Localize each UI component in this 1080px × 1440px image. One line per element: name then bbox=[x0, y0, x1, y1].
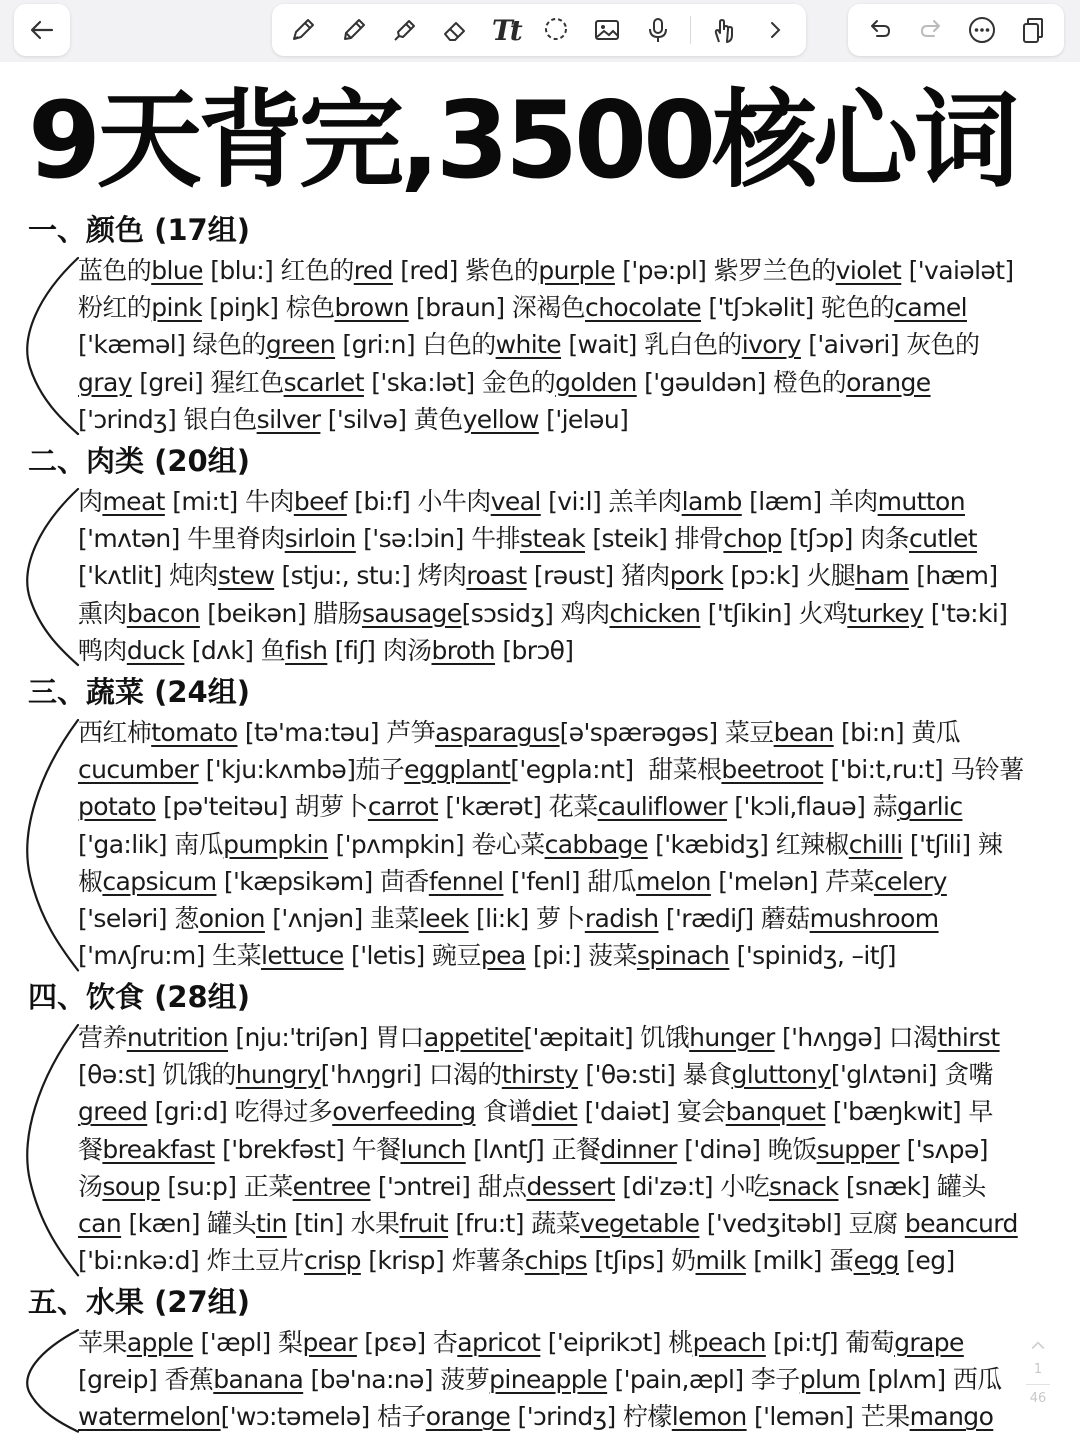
translation-text: 椒 bbox=[78, 866, 103, 896]
english-word: pink bbox=[151, 293, 202, 323]
english-word: snack bbox=[769, 1171, 839, 1201]
english-word: vegetable bbox=[580, 1209, 700, 1239]
english-word: milk bbox=[695, 1246, 746, 1276]
english-word: pea bbox=[480, 941, 526, 971]
translation-text: ['tʃɔkəlit] 驼色的 bbox=[701, 293, 895, 323]
english-word: onion bbox=[198, 904, 265, 934]
vocab-line bbox=[78, 1168, 1063, 1205]
vocab-line bbox=[78, 1093, 1063, 1130]
translation-text: ['bi:t,ru:t] 马铃薯 bbox=[823, 755, 1024, 785]
english-word: cutlet bbox=[909, 524, 977, 554]
translation-text: [pɛə] 杏 bbox=[356, 1328, 458, 1357]
english-word: beef bbox=[293, 487, 347, 516]
translation-text: ['mʌtən] 牛里脊肉 bbox=[78, 524, 285, 554]
text-tool[interactable] bbox=[488, 12, 524, 48]
english-word: mutton bbox=[877, 487, 965, 516]
translation-text: ['tə:ki] bbox=[923, 598, 1008, 628]
english-word: celery bbox=[873, 866, 947, 896]
section-body bbox=[78, 714, 1063, 974]
english-word: beetroot bbox=[721, 755, 824, 785]
lasso-icon bbox=[541, 15, 571, 45]
microphone-tool[interactable] bbox=[640, 12, 676, 48]
vocab-line bbox=[78, 557, 1063, 594]
translation-text: ['melən] 芹菜 bbox=[710, 866, 874, 896]
translation-text: [krisp] 炸薯条 bbox=[360, 1246, 525, 1276]
section-header: 五、水果 (27组) bbox=[28, 1285, 250, 1319]
eraser-icon bbox=[440, 15, 470, 45]
section-header: 三、蔬菜 (24组) bbox=[28, 675, 250, 709]
translation-text: 汤 bbox=[78, 1171, 103, 1201]
translation-text: ['æpitait] 饥饿 bbox=[523, 1023, 690, 1052]
pen-icon bbox=[288, 15, 318, 45]
vocab-line bbox=[78, 401, 1063, 438]
english-word: carrot bbox=[367, 792, 439, 822]
translation-text: ['ɔrindʒ] 银白色 bbox=[78, 404, 257, 434]
translation-text: ['pə:pl] 紫罗兰色的 bbox=[614, 256, 836, 285]
english-word: sirloin bbox=[284, 524, 356, 554]
text-icon: Tt bbox=[491, 13, 520, 47]
translation-text: [læm] 羊肉 bbox=[741, 487, 878, 516]
translation-text: ['dinə] 晚饭 bbox=[676, 1134, 817, 1164]
english-word: ivory bbox=[741, 330, 801, 360]
translation-text: [tin] 水果 bbox=[286, 1209, 400, 1239]
vocab-line bbox=[78, 714, 1063, 751]
translation-text: [brɔθ] bbox=[495, 635, 574, 665]
image-icon bbox=[592, 15, 622, 45]
translation-text: ['ga:lik] 南瓜 bbox=[78, 829, 224, 859]
translation-text: [blu:] 红色的 bbox=[202, 256, 354, 285]
english-word: cauliflower bbox=[597, 792, 727, 822]
english-word: roast bbox=[466, 561, 527, 591]
translation-text: ['kæbidʒ] 红辣椒 bbox=[647, 829, 849, 859]
chevron-up-icon bbox=[1026, 1336, 1050, 1360]
vocab-line bbox=[78, 1398, 1063, 1435]
translation-text: ['wɔ:təmelə] 桔子 bbox=[220, 1402, 426, 1432]
section-body bbox=[78, 1324, 1063, 1436]
english-word: appetite bbox=[423, 1023, 524, 1052]
translation-text: ['fenl] 甜瓜 bbox=[503, 866, 637, 896]
page-indicator[interactable] bbox=[1026, 1336, 1050, 1409]
translation-text: ['seləri] 葱 bbox=[78, 904, 199, 934]
translation-text: ['vedʒitəbl] 豆腐 bbox=[699, 1209, 905, 1239]
translation-text: [li:k] 萝卜 bbox=[468, 904, 585, 934]
section-body bbox=[78, 483, 1063, 669]
english-word: hungry bbox=[235, 1060, 321, 1090]
translation-text: ['kɔli,flauə] 蒜 bbox=[726, 792, 897, 822]
total-page-count: 46 bbox=[1029, 1391, 1047, 1406]
translation-text: [wait] 乳白色的 bbox=[561, 330, 742, 360]
english-word: grape bbox=[894, 1328, 964, 1357]
back-arrow-icon bbox=[24, 12, 60, 48]
page-title: 9天背完,3500核心词 bbox=[28, 79, 1016, 202]
english-word: chilli bbox=[848, 829, 903, 859]
translation-text: ['gəuldən] 橙色的 bbox=[636, 367, 847, 397]
microphone-icon bbox=[643, 15, 673, 45]
curly-brace-decoration bbox=[20, 718, 80, 972]
english-word: chop bbox=[723, 524, 782, 554]
translation-text: 营养 bbox=[78, 1023, 127, 1052]
vocab-line bbox=[78, 252, 1063, 289]
english-word: dinner bbox=[600, 1134, 677, 1164]
translation-text: [vi:l] 羔羊肉 bbox=[540, 487, 682, 516]
translation-text: ['bi:nkə:d] 炸土豆片 bbox=[78, 1246, 304, 1276]
pages-button[interactable] bbox=[1015, 12, 1051, 48]
english-word: bacon bbox=[126, 598, 200, 628]
english-word: pork bbox=[669, 561, 724, 591]
translation-text: ['pʌmpkin] 卷心菜 bbox=[328, 829, 545, 859]
vocab-line bbox=[78, 483, 1063, 520]
english-word: melon bbox=[636, 866, 711, 896]
translation-text: ['brekfəst] 午餐 bbox=[214, 1134, 401, 1164]
english-word: chicken bbox=[609, 598, 701, 628]
section-header: 四、饮食 (28组) bbox=[28, 980, 250, 1014]
translation-text: [tə'ma:təu] 芦笋 bbox=[237, 718, 436, 747]
section-body bbox=[78, 1019, 1063, 1279]
translation-text: [snæk] 罐头 bbox=[838, 1171, 986, 1201]
translation-text: ['egpla:nt] 甜菜根 bbox=[510, 755, 722, 785]
english-word: fruit bbox=[399, 1209, 449, 1239]
translation-text: 餐 bbox=[78, 1134, 103, 1164]
translation-text: [pɔ:k] 火腿 bbox=[723, 561, 856, 591]
translation-text: [fiʃ] 肉汤 bbox=[327, 635, 432, 665]
translation-text: [sɔsidʒ] 鸡肉 bbox=[461, 598, 610, 628]
english-word: watermelon bbox=[78, 1402, 221, 1432]
english-word: pineapple bbox=[489, 1365, 608, 1395]
translation-text: [bə'na:nə] 菠萝 bbox=[303, 1365, 490, 1395]
vocab-line bbox=[78, 289, 1063, 326]
english-word: orange bbox=[425, 1402, 511, 1432]
eraser-tool[interactable] bbox=[437, 12, 473, 48]
image-tool[interactable] bbox=[589, 12, 625, 48]
translation-text: [red] 紫色的 bbox=[392, 256, 539, 285]
english-word: camel bbox=[894, 293, 967, 323]
english-word: tomato bbox=[151, 718, 238, 747]
vocab-line bbox=[78, 1205, 1063, 1242]
english-word: bean bbox=[773, 718, 834, 747]
translation-text: [tʃips] 奶 bbox=[587, 1246, 696, 1276]
english-word: hunger bbox=[689, 1023, 775, 1052]
translation-text: [plʌm] 西瓜 bbox=[860, 1365, 1002, 1395]
translation-text: [piŋk] 棕色 bbox=[201, 293, 335, 323]
page-divider bbox=[1026, 1384, 1050, 1385]
english-word: crisp bbox=[303, 1246, 361, 1276]
english-word: thirst bbox=[937, 1023, 1000, 1052]
translation-text: ['ʌnjən] 韭菜 bbox=[264, 904, 419, 934]
translation-text: [θə:st] 饥饿的 bbox=[78, 1060, 236, 1090]
vocab-line bbox=[78, 364, 1063, 401]
translation-text: [gri:d] 吃得过多 bbox=[147, 1097, 333, 1127]
section-body bbox=[78, 252, 1063, 438]
vocab-line bbox=[78, 1361, 1063, 1398]
english-word: lamb bbox=[681, 487, 742, 516]
english-word: thirsty bbox=[501, 1060, 579, 1090]
translation-text: ['sʌpə] bbox=[899, 1134, 988, 1164]
vocab-line bbox=[78, 751, 1063, 788]
english-word: cucumber bbox=[78, 755, 199, 785]
english-word: scarlet bbox=[283, 367, 364, 397]
english-word: lettuce bbox=[260, 941, 344, 971]
translation-text: [braun] 深褐色 bbox=[408, 293, 586, 323]
translation-text: ['vaiələt] bbox=[901, 256, 1014, 285]
translation-text: [ə'spærəgəs] 菜豆 bbox=[559, 718, 774, 747]
translation-text: ['lemən] 芒果 bbox=[746, 1402, 910, 1432]
translation-text: ['pain,æpl] 李子 bbox=[607, 1365, 800, 1395]
translation-text: ['hʌŋgri] 口渴的 bbox=[320, 1060, 502, 1090]
vocab-line bbox=[78, 326, 1063, 363]
section-header: 一、颜色 (17组) bbox=[28, 213, 250, 247]
english-word: green bbox=[265, 330, 336, 360]
translation-text: [nju:'triʃən] 胃口 bbox=[228, 1023, 424, 1052]
english-word: greed bbox=[78, 1097, 148, 1127]
english-word: red bbox=[353, 256, 393, 285]
curly-brace-decoration bbox=[20, 487, 80, 667]
redo-icon bbox=[916, 15, 946, 45]
translation-text: [steik] 排骨 bbox=[584, 524, 724, 554]
translation-text: ['letis] 豌豆 bbox=[343, 941, 481, 971]
vocab-line bbox=[78, 826, 1063, 863]
english-word: potato bbox=[78, 792, 156, 822]
translation-text: ['rædiʃ] 蘑菇 bbox=[658, 904, 810, 934]
translation-text: [lʌntʃ] 正餐 bbox=[465, 1134, 601, 1164]
vocab-line bbox=[78, 1324, 1063, 1361]
english-word: apple bbox=[126, 1328, 194, 1357]
translation-text: ['kʌtlit] 炖肉 bbox=[78, 561, 218, 591]
english-word: yellow bbox=[462, 404, 539, 434]
translation-text: ['kæməl] 绿色的 bbox=[78, 330, 266, 360]
fountain-pen-tool[interactable] bbox=[285, 12, 321, 48]
english-word: steak bbox=[519, 524, 585, 554]
translation-text: ['tʃikin] 火鸡 bbox=[700, 598, 848, 628]
translation-text: ['kærət] 花菜 bbox=[438, 792, 598, 822]
english-word: blue bbox=[151, 256, 203, 285]
translation-text: ['ɔntrei] 甜点 bbox=[370, 1171, 527, 1201]
section-header: 二、肉类 (20组) bbox=[28, 444, 250, 478]
translation-text: 熏肉 bbox=[78, 598, 127, 628]
english-word: breakfast bbox=[102, 1134, 215, 1164]
curly-brace-decoration bbox=[20, 1328, 80, 1434]
hand-icon bbox=[709, 15, 739, 45]
translation-text: 西红柿 bbox=[78, 718, 152, 747]
translation-text: [grei] 猩红色 bbox=[131, 367, 284, 397]
curly-brace-decoration bbox=[20, 1023, 80, 1277]
translation-text: ['kju:kʌmbə]茄子 bbox=[198, 755, 405, 785]
translation-text: 食谱 bbox=[475, 1097, 532, 1127]
translation-text: [greip] 香蕉 bbox=[78, 1365, 214, 1395]
english-word: mango bbox=[909, 1402, 994, 1432]
english-word: dessert bbox=[526, 1171, 616, 1201]
english-word: ham bbox=[855, 561, 909, 591]
pencil-tool[interactable] bbox=[336, 12, 372, 48]
translation-text: ['sə:lɔin] 牛排 bbox=[355, 524, 520, 554]
translation-text: [hæm] bbox=[908, 561, 998, 591]
vocab-line bbox=[78, 937, 1063, 974]
english-word: spinach bbox=[636, 941, 730, 971]
english-word: brown bbox=[334, 293, 409, 323]
english-word: stew bbox=[217, 561, 275, 591]
copy-pages-icon bbox=[1018, 15, 1048, 45]
vocab-line bbox=[78, 1056, 1063, 1093]
translation-text: [pi:tʃ] 葡萄 bbox=[765, 1328, 895, 1357]
english-word: radish bbox=[584, 904, 659, 934]
more-options-button[interactable] bbox=[964, 12, 1000, 48]
english-word: fish bbox=[285, 635, 328, 665]
vocab-line bbox=[78, 863, 1063, 900]
translation-text: ['kæpsikəm] 茴香 bbox=[216, 866, 429, 896]
vocab-line bbox=[78, 632, 1063, 669]
english-word: duck bbox=[126, 635, 185, 665]
translation-text: 苹果 bbox=[78, 1328, 127, 1357]
toolbar-divider bbox=[690, 16, 691, 44]
english-word: broth bbox=[431, 635, 496, 665]
translation-text: ['bæŋkwit] 早 bbox=[825, 1097, 993, 1127]
translation-text: ['mʌʃru:m] 生菜 bbox=[78, 941, 261, 971]
translation-text: [milk] 蛋 bbox=[745, 1246, 854, 1276]
english-word: violet bbox=[835, 256, 902, 285]
translation-text: ['silvə] 黄色 bbox=[320, 404, 463, 434]
translation-text: [mi:t] 牛肉 bbox=[164, 487, 294, 516]
ellipsis-icon bbox=[967, 15, 997, 45]
redo-button[interactable] bbox=[913, 12, 949, 48]
english-word: apricot bbox=[457, 1328, 541, 1357]
english-word: capsicum bbox=[102, 866, 217, 896]
translation-text: ['æpl] 梨 bbox=[193, 1328, 303, 1357]
translation-text: ['θə:sti] 暴食 bbox=[578, 1060, 732, 1090]
translation-text: ['jeləu] bbox=[538, 404, 629, 434]
english-word: purple bbox=[538, 256, 615, 285]
translation-text: ['glʌtəni] 贪嘴 bbox=[830, 1060, 993, 1090]
english-word: sausage bbox=[362, 598, 462, 628]
english-word: nutrition bbox=[126, 1023, 229, 1052]
translation-text: [pə'teitəu] 胡萝卜 bbox=[155, 792, 368, 822]
translation-text: ['ɔrindʒ] 柠檬 bbox=[510, 1402, 672, 1432]
translation-text: [gri:n] 白色的 bbox=[335, 330, 496, 360]
english-word: diet bbox=[531, 1097, 578, 1127]
translation-text: [beikən] 腊肠 bbox=[199, 598, 362, 628]
pencil-icon bbox=[339, 15, 369, 45]
vocab-line bbox=[78, 520, 1063, 557]
more-tools-button[interactable] bbox=[757, 12, 793, 48]
highlighter-tool[interactable] bbox=[387, 12, 423, 48]
english-word: supper bbox=[816, 1134, 900, 1164]
highlighter-icon bbox=[390, 15, 420, 45]
translation-text: [rəust] 猪肉 bbox=[526, 561, 670, 591]
toolbar bbox=[0, 0, 1080, 62]
english-word: egg bbox=[853, 1246, 899, 1276]
english-word: golden bbox=[555, 367, 637, 397]
current-page-number: 1 bbox=[1033, 1362, 1043, 1377]
translation-text: [su:p] 正菜 bbox=[160, 1171, 293, 1201]
english-word: plum bbox=[799, 1365, 861, 1395]
translation-text: [tʃɔp] 肉条 bbox=[781, 524, 909, 554]
translation-text: ['aivəri] 灰色的 bbox=[800, 330, 980, 360]
vocab-line bbox=[78, 900, 1063, 937]
english-word: entree bbox=[292, 1171, 371, 1201]
translation-text: [kæn] 罐头 bbox=[121, 1209, 256, 1239]
undo-icon bbox=[865, 15, 895, 45]
english-word: chocolate bbox=[585, 293, 702, 323]
english-word: banana bbox=[213, 1365, 304, 1395]
english-word: lunch bbox=[400, 1134, 466, 1164]
english-word: cabbage bbox=[544, 829, 648, 859]
english-word: white bbox=[495, 330, 562, 360]
vocab-line bbox=[78, 1242, 1063, 1279]
english-word: peach bbox=[692, 1328, 766, 1357]
english-word: pear bbox=[302, 1328, 357, 1357]
translation-text: [bi:n] 黄瓜 bbox=[833, 718, 961, 747]
english-word: mushroom bbox=[809, 904, 939, 934]
english-word: asparagus bbox=[435, 718, 560, 747]
english-word: gray bbox=[78, 367, 132, 397]
tool-palette bbox=[272, 4, 806, 56]
translation-text: ['spinidʒ, –itʃ] bbox=[729, 941, 896, 971]
english-word: turkey bbox=[847, 598, 924, 628]
lasso-tool[interactable] bbox=[538, 12, 574, 48]
translation-text: 肉 bbox=[78, 487, 103, 516]
english-word: tin bbox=[256, 1209, 287, 1239]
translation-text: [eg] bbox=[898, 1246, 955, 1276]
translation-text: ['ska:lət] 金色的 bbox=[363, 367, 556, 397]
english-word: eggplant bbox=[404, 755, 511, 785]
english-word: leek bbox=[418, 904, 469, 934]
back-button[interactable] bbox=[14, 4, 70, 56]
translation-text: ['hʌŋgə] 口渴 bbox=[774, 1023, 938, 1052]
vocab-line bbox=[78, 788, 1063, 825]
english-word: chips bbox=[524, 1246, 588, 1276]
english-word: lemon bbox=[671, 1402, 747, 1432]
translation-text: [pi:] 菠菜 bbox=[525, 941, 637, 971]
curly-brace-decoration bbox=[20, 256, 80, 436]
translation-text: ['daiət] 宴会 bbox=[577, 1097, 726, 1127]
english-word: silver bbox=[256, 404, 321, 434]
chevron-right-icon bbox=[760, 15, 790, 45]
english-word: gluttony bbox=[731, 1060, 831, 1090]
translation-text: 鸭肉 bbox=[78, 635, 127, 665]
translation-text: [bi:f] 小牛肉 bbox=[346, 487, 491, 516]
translation-text: [stju:, stu:] 烤肉 bbox=[274, 561, 467, 591]
vocab-line bbox=[78, 595, 1063, 632]
english-word: pumpkin bbox=[223, 829, 329, 859]
english-word: fennel bbox=[428, 866, 504, 896]
hand-gesture-tool[interactable] bbox=[706, 12, 742, 48]
translation-text: ['tʃili] 辣 bbox=[902, 829, 1003, 859]
english-word: overfeeding bbox=[332, 1097, 476, 1127]
translation-text: [fru:t] 蔬菜 bbox=[448, 1209, 581, 1239]
english-word: orange bbox=[846, 367, 931, 397]
translation-text: ['eiprikɔt] 桃 bbox=[540, 1328, 693, 1357]
english-word: garlic bbox=[896, 792, 963, 822]
translation-text: [dʌk] 鱼 bbox=[184, 635, 286, 665]
translation-text: [di'zə:t] 小吃 bbox=[615, 1171, 770, 1201]
undo-button[interactable] bbox=[862, 12, 898, 48]
translation-text: 蓝色的 bbox=[78, 256, 152, 285]
english-word: soup bbox=[102, 1171, 161, 1201]
english-word: can bbox=[78, 1209, 122, 1239]
vocab-line bbox=[78, 1131, 1063, 1168]
actions-group bbox=[848, 4, 1064, 56]
translation-text: 粉红的 bbox=[78, 293, 152, 323]
english-word: banquet bbox=[725, 1097, 826, 1127]
vocab-line bbox=[78, 1019, 1063, 1056]
english-word: beancurd bbox=[904, 1209, 1018, 1239]
english-word: veal bbox=[490, 487, 541, 516]
english-word: meat bbox=[102, 487, 165, 516]
